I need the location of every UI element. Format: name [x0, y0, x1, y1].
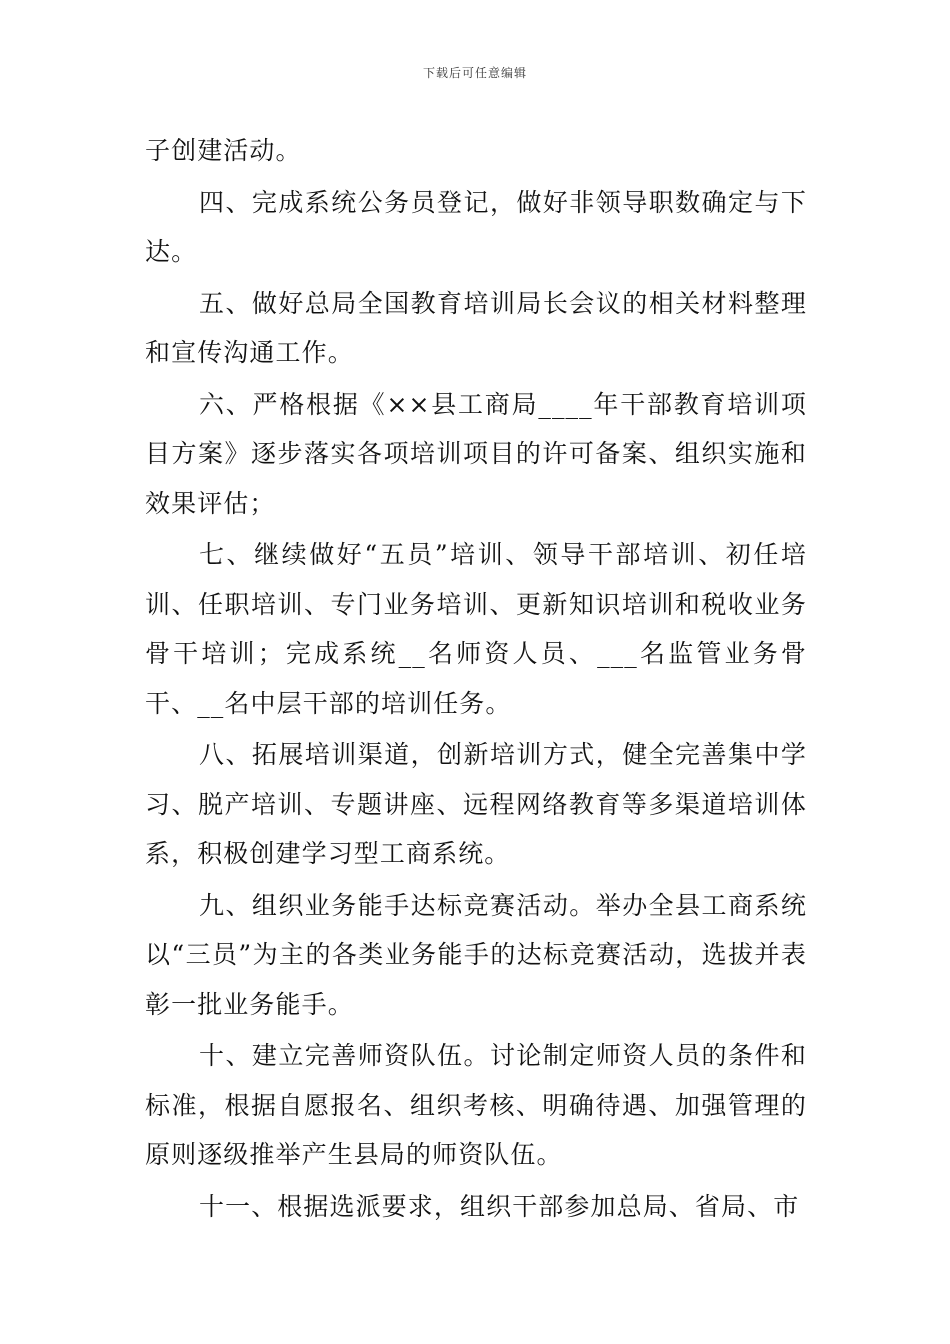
- paragraph-item-11: 十一、根据选派要求，组织干部参加总局、省局、市: [199, 1191, 800, 1221]
- paragraph-item-10: 十、建立完善师资队伍。讨论制定师资人员的条件和标准，根据自愿报名、组织考核、明确待遇、加强管理的原则逐级推举产生县局的师资队伍。: [145, 1041, 807, 1169]
- page-header: 下载后可任意编辑: [422, 66, 527, 80]
- paragraph-item-5: 五、做好总局全国教育培训局长会议的相关材料整理和宣传沟通工作。: [145, 288, 807, 367]
- paragraph-continuation: 子创建活动。: [145, 136, 302, 165]
- paragraph-item-8: 八、拓展培训渠道，创新培训方式，健全完善集中学习、脱产培训、专题讲座、远程网络教育等多渠道培训体系，积极创建学习型工商系统。: [145, 740, 807, 868]
- paragraph-item-6: 六、严格根据《××县工商局____年干部教育培训项目方案》逐步落实各项培训项目的许可备案、组织实施和效果评估；: [145, 389, 807, 518]
- paragraph-item-9: 九、组织业务能手达标竞赛活动。举办全县工商系统以“三员”为主的各类业务能手的达标竞赛活动，选拔并表彰一批业务能手。: [145, 890, 807, 1019]
- paragraph-item-7: 七、继续做好“五员”培训、领导干部培训、初任培训、任职培训、专门业务培训、更新知识培训和税收业务骨干培训；完成系统__名师资人员、___名监管业务骨干、__名中层干部的培训任务。: [145, 540, 807, 718]
- paragraph-item-4: 四、完成系统公务员登记，做好非领导职数确定与下达。: [145, 187, 807, 266]
- document-body: [145, 126, 807, 1233]
